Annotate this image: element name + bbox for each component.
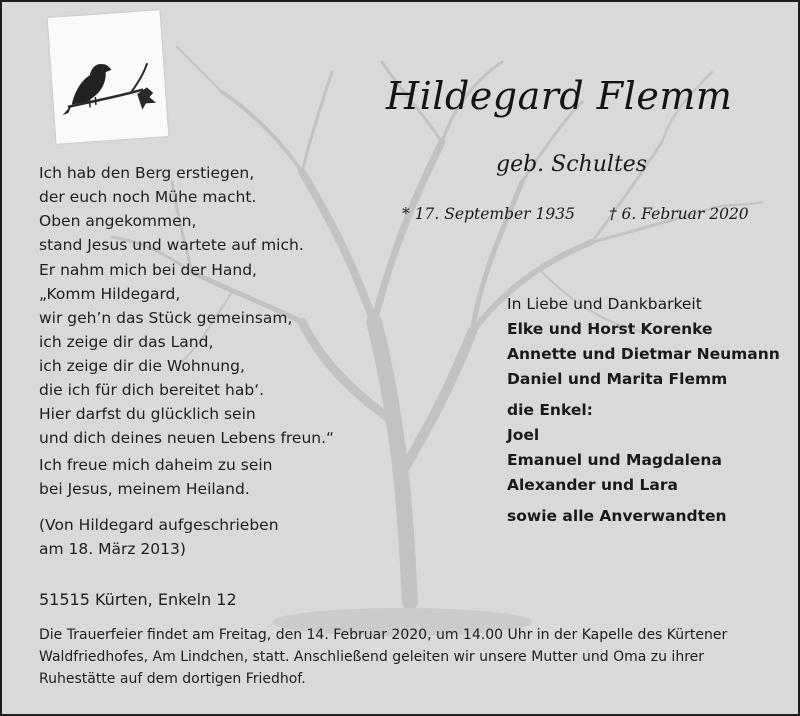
funeral-info (39, 624, 779, 690)
funeral-line: Die Trauerfeier findet am Freitag, den 14. Februar 2020, um 14.00 Uhr in der Kapelle des Kürtener (39, 627, 728, 643)
grandchildren-label: die Enkel: (507, 401, 593, 419)
attribution-line: am 18. März 2013) (39, 540, 186, 558)
mourner-family: Daniel und Marita Flemm (507, 370, 728, 388)
poem-line: ich zeige dir die Wohnung, (39, 357, 245, 375)
poem-stanza (39, 258, 334, 450)
death-symbol: † (608, 205, 617, 223)
death-date: 6. Februar 2020 (621, 205, 749, 223)
mourner-family: Annette und Dietmar Neumann (507, 345, 780, 363)
poem-line: Ich hab den Berg erstiegen, (39, 164, 255, 182)
attribution-line: (Von Hildegard aufgeschrieben (39, 516, 279, 534)
poem-line: ich zeige dir das Land, (39, 333, 214, 351)
poem-stanza (39, 453, 273, 501)
deceased-name: Hildegard Flemm (386, 74, 733, 118)
grandchild: Joel (507, 426, 540, 444)
photo-card (48, 10, 169, 144)
poem-attribution (39, 513, 279, 561)
birth-name: geb. Schultes (496, 152, 648, 177)
bird-on-branch-icon (48, 10, 169, 144)
grandchild: Alexander und Lara (507, 476, 678, 494)
address: 51515 Kürten, Enkeln 12 (39, 590, 237, 609)
poem-line: Hier darfst du glücklich sein (39, 405, 256, 423)
poem-stanza (39, 161, 304, 257)
mourners-block (507, 292, 780, 529)
mourner-family: Elke und Horst Korenke (507, 320, 713, 338)
mourners-closing: sowie alle Anverwandten (507, 507, 727, 525)
poem-line: wir geh’n das Stück gemeinsam, (39, 309, 293, 327)
life-dates (402, 205, 749, 223)
funeral-line: Ruhestätte auf dem dortigen Friedhof. (39, 671, 306, 687)
born-symbol: * (402, 205, 410, 223)
poem-line: „Komm Hildegard, (39, 285, 181, 303)
grandchild: Emanuel und Magdalena (507, 451, 722, 469)
poem-line: stand Jesus und wartete auf mich. (39, 236, 304, 254)
poem-line: Oben angekommen, (39, 212, 197, 230)
poem-line: Er nahm mich bei der Hand, (39, 261, 257, 279)
mourners-intro: In Liebe und Dankbarkeit (507, 295, 702, 313)
poem-line: und dich deines neuen Lebens freun.“ (39, 429, 335, 447)
poem-line: der euch noch Mühe macht. (39, 188, 257, 206)
birth-date: 17. September 1935 (414, 205, 575, 223)
poem-line: die ich für dich bereitet hab‘. (39, 381, 265, 399)
poem-line: Ich freue mich daheim zu sein (39, 456, 273, 474)
funeral-line: Waldfriedhofes, Am Lindchen, statt. Anschließend geleiten wir unsere Mutter und Oma zu ihrer (39, 649, 705, 665)
poem-line: bei Jesus, meinem Heiland. (39, 480, 250, 498)
